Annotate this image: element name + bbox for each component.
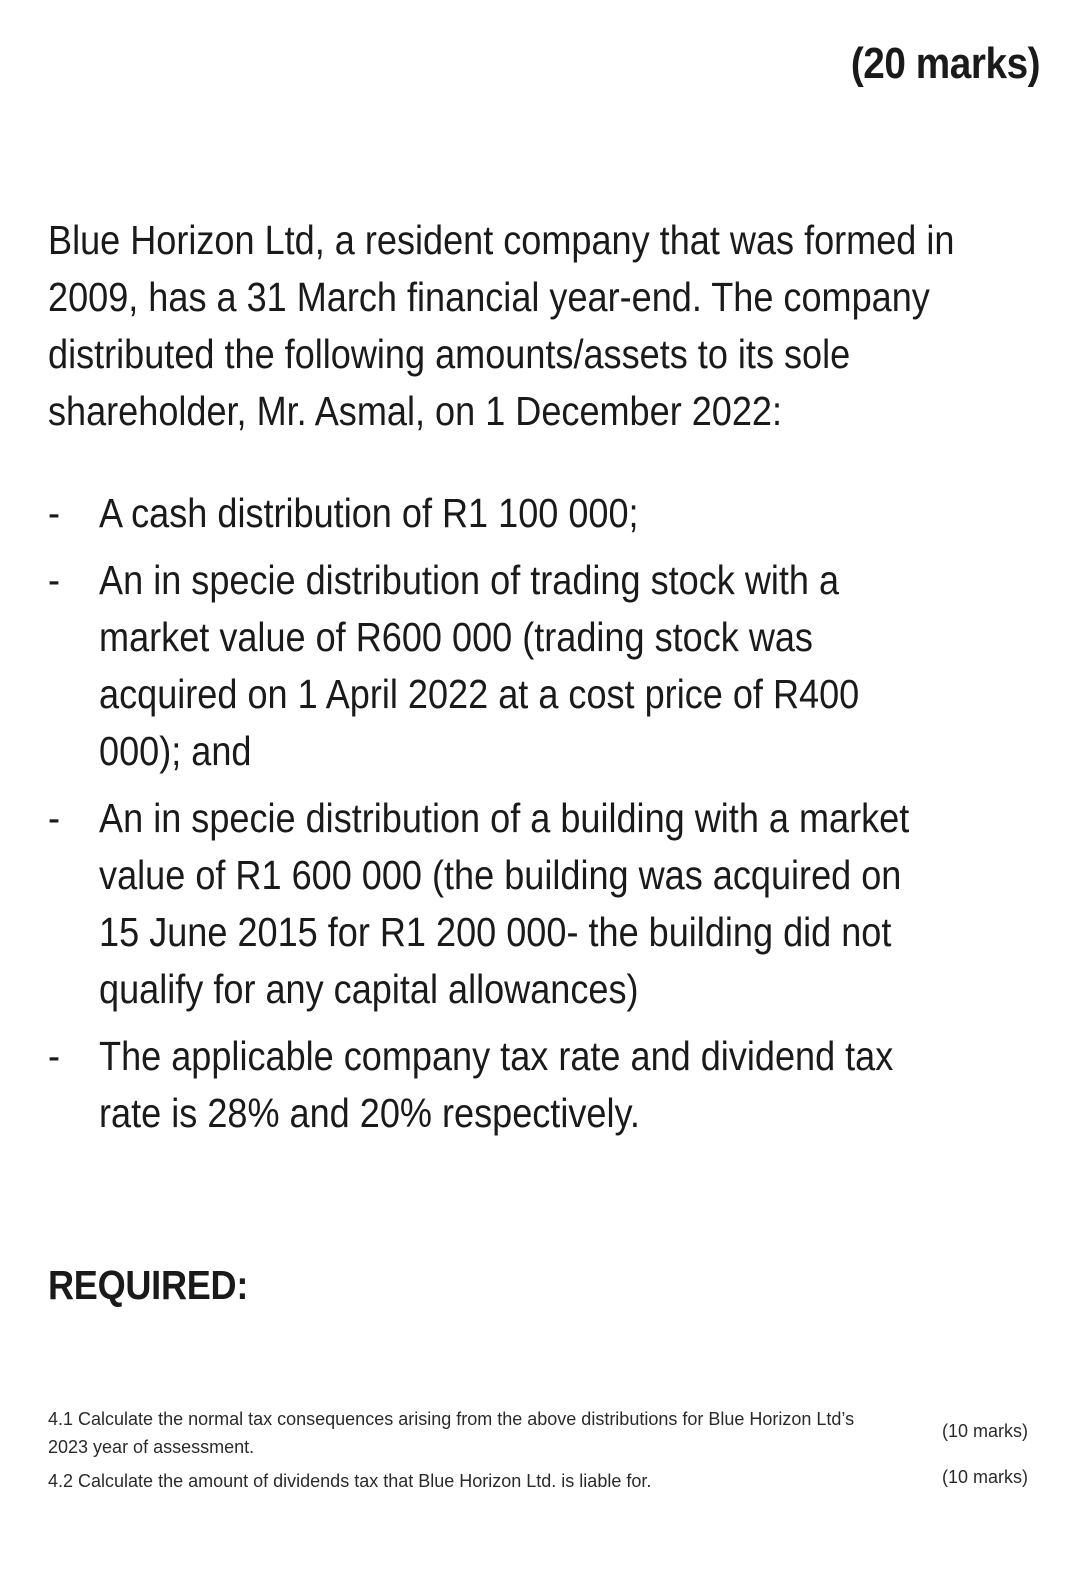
list-item-text: An in specie distribution of trading stock with a market value of R600 000 (trading stock was acquired on 1 April 2022 at a cost price of R400 000); and: [99, 557, 860, 774]
list-item-text: A cash distribution of R1 100 000;: [99, 490, 639, 536]
question-marks: (10 marks): [941, 1421, 1028, 1441]
total-marks: (20 marks): [850, 39, 1040, 88]
question-row: [48, 1467, 1028, 1495]
list-item-text: An in specie distribution of a building with a market value of R1 600 000 (the building was acquired on 15 June 2015 for R1 200 000- the building did not qualify for any capital allowances): [99, 795, 910, 1012]
questions-section: [48, 1405, 1028, 1495]
question-row: [48, 1405, 1028, 1461]
scenario-paragraph: Blue Horizon Ltd, a resident company that was formed in 2009, has a 31 March financial year-end. The company distributed the following amounts/assets to its sole shareholder, Mr. Asmal, on 1 December 2022:: [48, 217, 955, 434]
bullet-dash: -: [48, 1033, 61, 1079]
list-item: [48, 485, 928, 542]
list-item: [48, 1028, 928, 1142]
question-text: 4.1 Calculate the normal tax consequences arising from the above distributions for Blue Horizon Ltd’s 2023 year of assessment.: [48, 1409, 855, 1457]
question-text: 4.2 Calculate the amount of dividends tax that Blue Horizon Ltd. is liable for.: [48, 1471, 652, 1491]
list-item-text: The applicable company tax rate and dividend tax rate is 28% and 20% respectively.: [99, 1033, 894, 1136]
bullet-dash: -: [48, 557, 61, 603]
required-heading: REQUIRED:: [48, 1262, 249, 1308]
distribution-list: [48, 485, 928, 1152]
question-marks: (10 marks): [941, 1467, 1028, 1487]
bullet-dash: -: [48, 795, 61, 841]
list-item: [48, 790, 928, 1018]
list-item: [48, 552, 928, 780]
bullet-dash: -: [48, 490, 61, 536]
